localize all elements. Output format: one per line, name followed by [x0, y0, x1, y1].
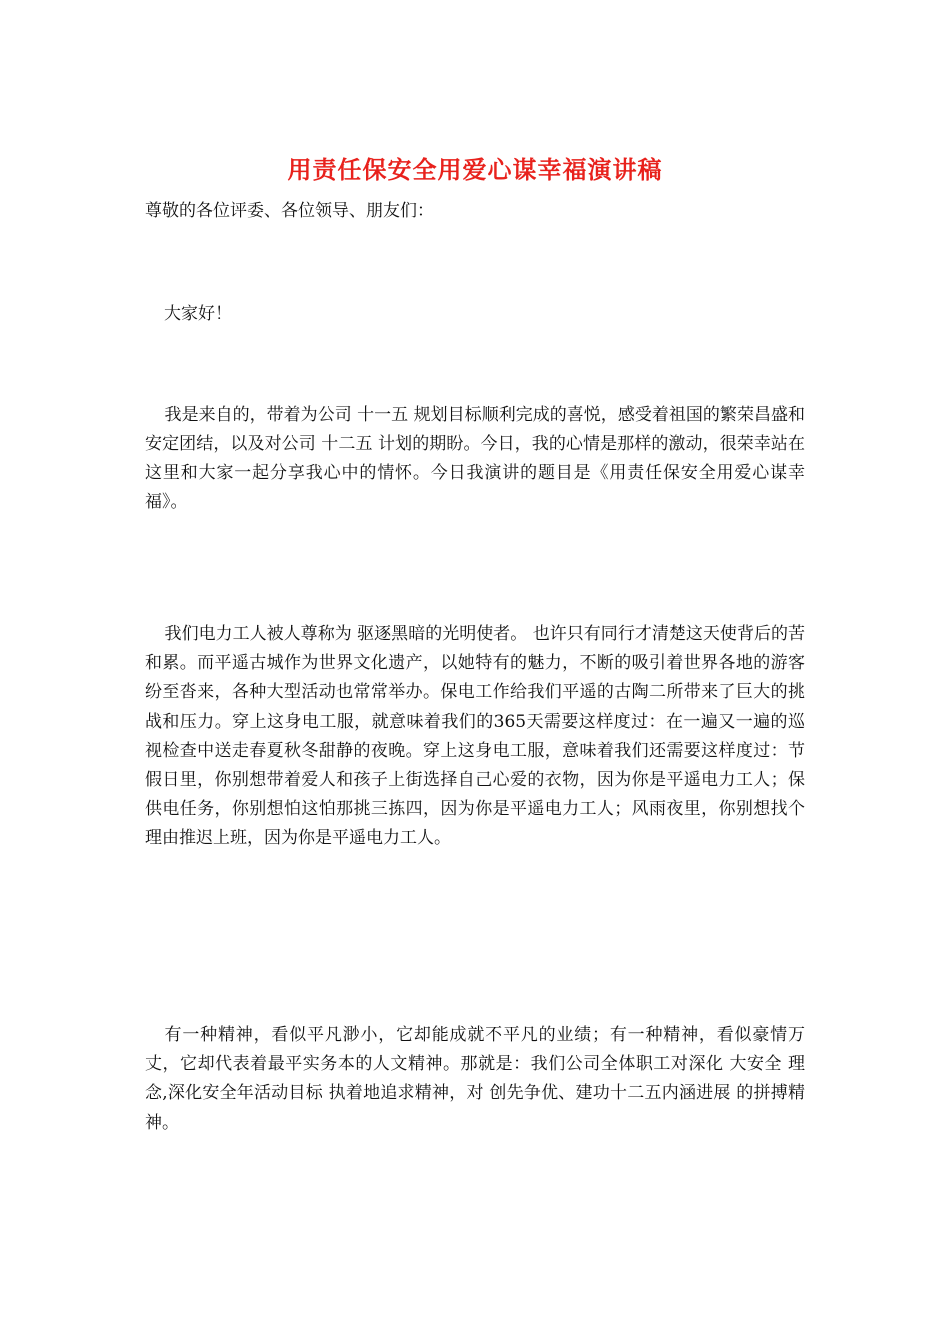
paragraph-1: 我是来自的，带着为公司 十一五 规划目标顺利完成的喜悦，感受着祖国的繁荣昌盛和安定团结，以及对公司 十二五 计划的期盼。今日，我的心情是那样的激动，很荣幸站在这里和大家一起分享我心中的情怀。今日我演讲的题目是《用责任保安全用爱心谋幸福》。 — [145, 405, 805, 512]
salutation: 尊敬的各位评委、各位领导、朋友们： — [145, 201, 434, 221]
greeting: 大家好！ — [164, 304, 232, 324]
document-title: 用责任保安全用爱心谋幸福演讲稿 — [287, 155, 663, 184]
paragraph-3: 有一种精神，看似平凡渺小，它却能成就不平凡的业绩；有一种精神，看似豪情万丈，它却代表着最平实务本的人文精神。那就是：我们公司全体职工对深化 大安全 理念,深化安全年活动目标 执着地追求精神，对 创先争优、建功十二五内涵进展 的拼搏精神。 — [145, 1025, 805, 1133]
paragraph-2: 我们电力工人被人尊称为 驱逐黑暗的光明使者。 也许只有同行才清楚这天使背后的苦和累。而平遥古城作为世界文化遗产，以她特有的魅力，不断的吸引着世界各地的游客纷至沓来，各种大型活动也常常举办。保电工作给我们平遥的古陶二所带来了巨大的挑战和压力。穿上这身电工服，就意味着我们的365天需要这样度过：在一遍又一遍的巡视检查中送走春夏秋冬甜静的夜晚。穿上这身电工服，意味着我们还需要这样度过：节假日里，你别想带着爱人和孩子上街选择自己心爱的衣物，因为你是平遥电力工人；保供电任务，你别想怕这怕那挑三拣四，因为你是平遥电力工人；风雨夜里，你别想找个理由推迟上班，因为你是平遥电力工人。 — [145, 624, 805, 849]
